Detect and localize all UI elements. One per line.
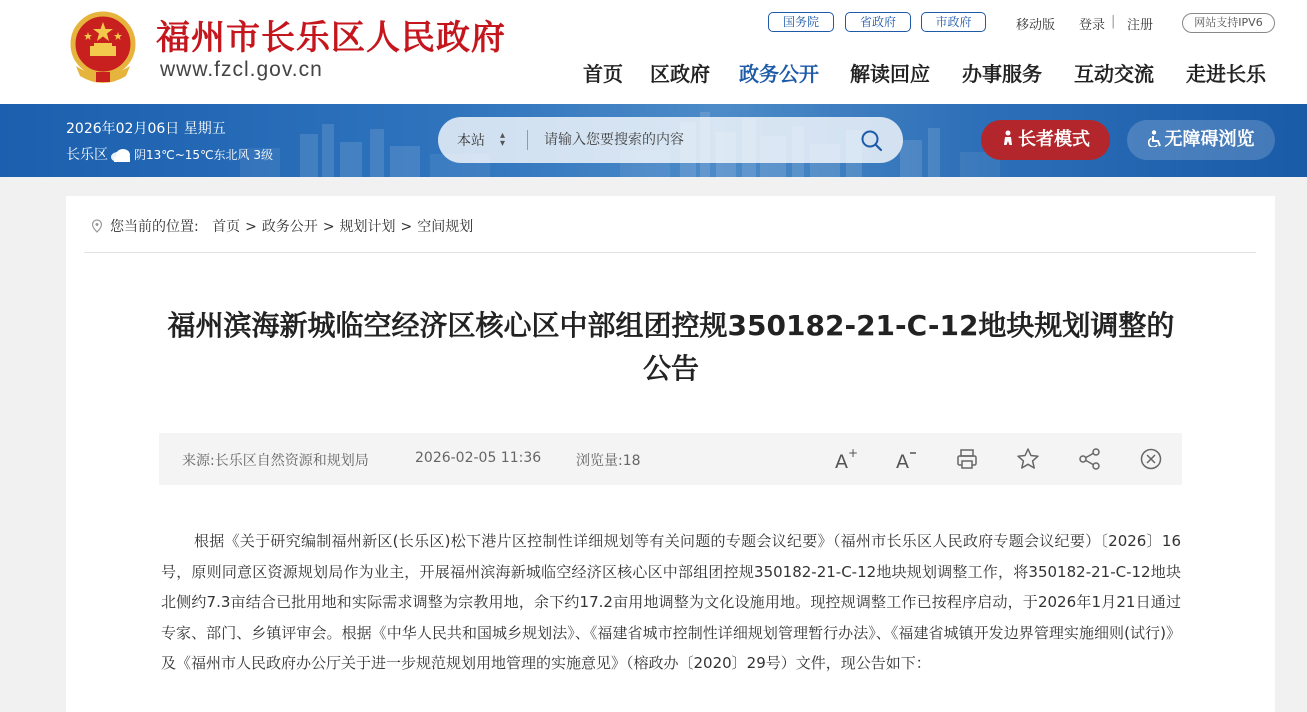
svg-text:+: + (848, 446, 858, 460)
breadcrumb-spatial-planning[interactable]: 空间规划 (417, 219, 474, 235)
nav-interpretation[interactable]: 解读回应 (850, 62, 930, 86)
elder-mode-label: 长者模式 (1018, 129, 1090, 150)
breadcrumb (90, 216, 473, 236)
district-name: 长乐区 (66, 147, 108, 163)
search-divider (527, 130, 528, 150)
city-gov-link[interactable]: 市政府 (921, 12, 986, 32)
banner (0, 104, 1307, 177)
current-date: 2026年02月06日 星期五 (66, 121, 226, 137)
weather-info (66, 144, 273, 164)
article-meta-bar (159, 433, 1182, 485)
national-emblem-logo[interactable] (66, 10, 140, 86)
location-pin-icon (90, 219, 104, 233)
search-scope-select[interactable]: 本站 (457, 133, 485, 149)
breadcrumb-prefix: 您当前的位置: (110, 219, 199, 235)
provincial-gov-link[interactable]: 省政府 (845, 12, 911, 32)
breadcrumb-separator: > (245, 219, 257, 235)
article-datetime: 2026-02-05 11:36 (415, 450, 542, 466)
weather-text: 阴13℃~15℃东北风 3级 (134, 148, 273, 162)
site-title[interactable]: 福州市长乐区人民政府 (156, 18, 506, 58)
login-link[interactable]: 登录 (1079, 18, 1106, 33)
svg-text:A: A (896, 451, 909, 472)
register-link[interactable]: 注册 (1127, 18, 1154, 33)
nav-interaction[interactable]: 互动交流 (1074, 62, 1154, 86)
search-icon[interactable] (860, 129, 884, 153)
svg-text:A: A (835, 451, 848, 472)
breadcrumb-divider (84, 252, 1256, 253)
cloudy-icon (110, 147, 132, 163)
nav-home[interactable]: 首页 (583, 62, 623, 86)
article-body: 根据《关于研究编制福州新区(长乐区)松下港片区控制性详细规划等有关问题的专题会议纪要》（福州市长乐区人民政府专题会议纪要）〔2026〕16号，原则同意区资源规划局作为业主，开展福州滨海新城临空经济区核心区中部组团控规350182-21-C-12地块规划调整工作，将350182-21-C-12地块北侧约7.3亩结合已批用地和实际需求调整为宗教用地，余下约17.2亩用地调整为文化设施用地。现控规调整工作已按程序启动，于2026年1月21日通过专家、部门、乡镇评审会。根据《中华人民共和国城乡规划法》、《福建省城市控制性详细规划管理暂行办法》、《福建省城镇开发边界管理实施细则(试行)》及《福州市人民政府办公厅关于进一步规范规划用地管理的实施意见》（榕政办〔2020〕29号）文件，现公告如下： (161, 532, 1181, 672)
site-url: www.fzcl.gov.cn (160, 58, 323, 81)
accessibility-icon (1148, 130, 1162, 147)
elder-mode-button[interactable] (981, 120, 1110, 160)
nav-services[interactable]: 办事服务 (962, 62, 1042, 86)
search-input[interactable] (544, 129, 844, 151)
accessible-browse-label: 无障碍浏览 (1164, 129, 1255, 150)
main-content (66, 196, 1275, 712)
breadcrumb-home[interactable]: 首页 (212, 219, 241, 235)
close-circle-icon[interactable] (1138, 446, 1164, 472)
ipv6-badge: 网站支持IPV6 (1182, 13, 1275, 33)
guowuyuan-link[interactable]: 国务院 (768, 12, 834, 32)
article-source: 来源:长乐区自然资源和规划局 (182, 453, 369, 469)
share-icon[interactable] (1077, 446, 1103, 472)
article-views: 浏览量:18 (576, 453, 641, 469)
star-icon[interactable] (1015, 446, 1041, 472)
mobile-version-link[interactable]: 移动版 (1016, 18, 1056, 33)
nav-district-gov[interactable]: 区政府 (650, 62, 710, 86)
font-increase-icon[interactable] (832, 446, 858, 472)
printer-icon[interactable] (954, 446, 980, 472)
breadcrumb-planning[interactable]: 规划计划 (339, 219, 396, 235)
accessible-browse-button[interactable] (1127, 120, 1275, 160)
elder-icon (1001, 130, 1015, 146)
nav-gov-affairs-public[interactable]: 政务公开 (739, 62, 819, 86)
breadcrumb-gov-affairs[interactable]: 政务公开 (261, 219, 318, 235)
top-links (768, 12, 1278, 34)
nav-about-changle[interactable]: 走进长乐 (1186, 62, 1266, 86)
article-title: 福州滨海新城临空经济区核心区中部组团控规350182-21-C-12地块规划调整的公告 (167, 309, 1175, 385)
font-decrease-icon[interactable] (893, 446, 919, 472)
login-register-separator: | (1111, 14, 1116, 29)
site-header (0, 0, 1307, 104)
search-box (438, 117, 903, 163)
scope-updown-icon[interactable]: ▴ ▾ (500, 130, 506, 149)
breadcrumb-separator: > (400, 219, 413, 235)
breadcrumb-separator: > (322, 219, 335, 235)
